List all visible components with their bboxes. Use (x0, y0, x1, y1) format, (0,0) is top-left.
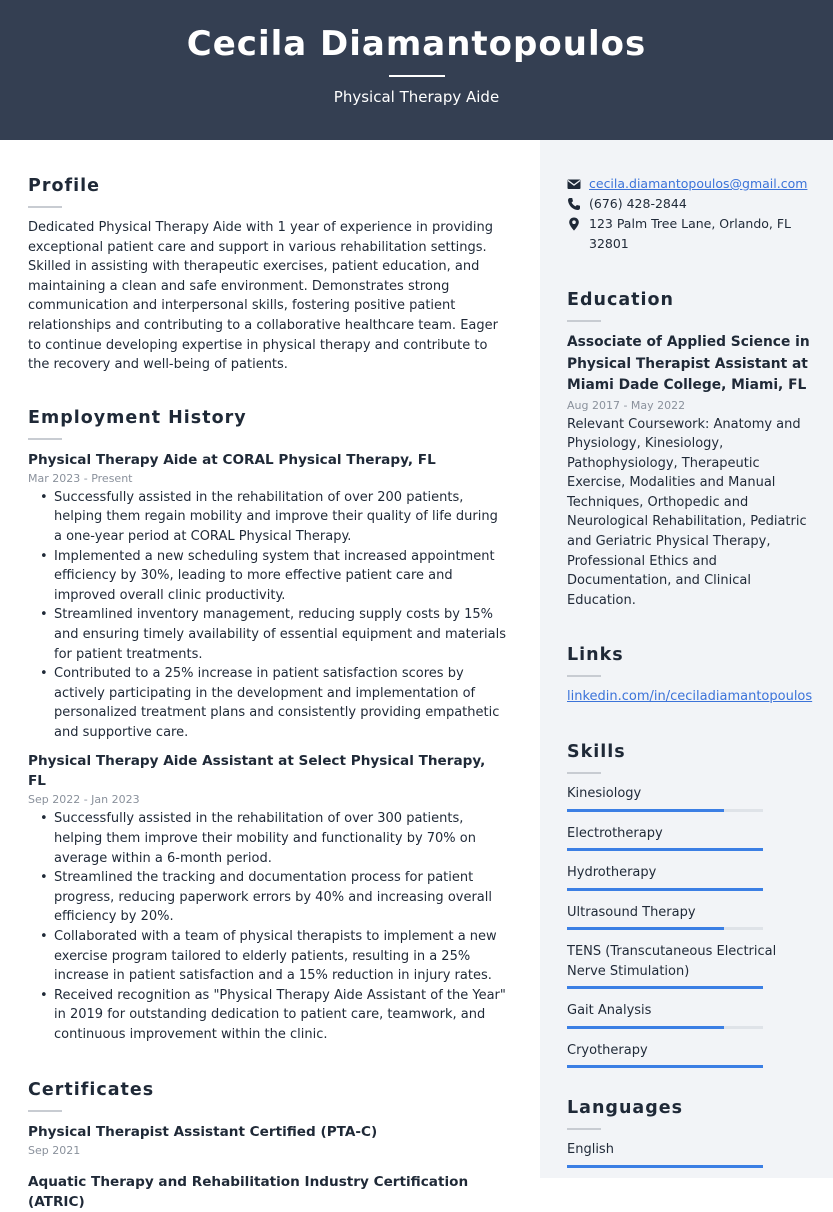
list-item: • Successfully assisted in the rehabilitation of over 300 patients, helping them improve their mobility and functionality by 70% on average within a 6-month period. (40, 809, 508, 868)
phone-number: (676) 428-2844 (589, 196, 687, 211)
degree-title: Associate of Applied Science in Physical Therapist Assistant at Miami Dade College, Miami, FL (567, 334, 810, 393)
candidate-role: Physical Therapy Aide (333, 88, 500, 106)
skill-item (567, 942, 817, 989)
linkedin-link[interactable]: linkedin.com/in/ceciladiamantopoulos (567, 689, 813, 705)
list-item: • Collaborated with a team of physical therapists to implement a new exercise program tailored to elderly patients, resulting in a 25% increase in patient satisfaction and a 15% reduction in injury rates. (40, 927, 508, 986)
section-divider (28, 1110, 62, 1112)
skill-bar-fill (567, 809, 724, 812)
section-divider (567, 1128, 601, 1130)
certificate-date: Sep 2021 (28, 1143, 81, 1157)
section-divider (28, 206, 62, 208)
certificates-heading: Certificates (28, 1079, 155, 1100)
job-bullets (40, 809, 508, 1044)
skill-bar-fill (567, 848, 763, 851)
skill-bar-track (567, 848, 763, 851)
profile-heading: Profile (28, 176, 100, 196)
header-divider (389, 75, 445, 77)
links-heading: Links (567, 645, 624, 666)
skill-bar-fill (567, 1026, 724, 1029)
job-entry (28, 450, 508, 743)
links-section (567, 645, 817, 707)
skill-bar-track (567, 1026, 763, 1029)
language-bar-track (567, 1165, 763, 1168)
section-divider (567, 675, 601, 677)
language-item (567, 1140, 817, 1168)
skill-item (567, 824, 817, 852)
skill-name: Kinesiology (567, 786, 642, 802)
job-date: Mar 2023 - Present (28, 471, 133, 485)
skill-item (567, 903, 817, 931)
skill-bar-track (567, 809, 763, 812)
education-heading: Education (567, 290, 674, 310)
skill-bar-track (567, 1065, 763, 1068)
skill-bar-track (567, 927, 763, 930)
list-item: • Contributed to a 25% increase in patient satisfaction scores by actively participating in the development and implementation of personalized treatment plans and consistently providing empathetic and supportive care. (40, 664, 508, 742)
profile-section (28, 176, 508, 375)
section-divider (567, 772, 601, 774)
list-item: • Streamlined the tracking and documentation process for patient progress, reducing paperwork errors by 40% and increasing overall efficiency by 20%. (40, 868, 508, 927)
certificate-entry (28, 1172, 508, 1212)
job-title: Physical Therapy Aide Assistant at Select Physical Therapy, FL (28, 753, 486, 790)
education-text: Relevant Coursework: Anatomy and Physiology, Kinesiology, Pathophysiology, Therapeutic Exercise, Modalities and Manual Techniques, Orthopedic and Neurological Rehabilitation, Pediatric and Geriatric Physical Therapy, Professional Ethics and Documentation, and Clinical Education. (567, 416, 807, 608)
profile-text: Dedicated Physical Therapy Aide with 1 year of experience in providing exceptional patient care and support in various rehabilitation settings. Skilled in assisting with therapeutic exercises, patient education, and maintaining a clean and safe environment. Demonstrates strong communication and interpersonal skills, fostering positive patient relationships and contributing to a collaborative healthcare team. Eager to continue developing expertise in physical therapy and contribute to the recovery and well-being of patients. (28, 220, 498, 373)
skill-item (567, 1001, 817, 1029)
skill-name: Electrotherapy (567, 825, 663, 841)
resume-header (0, 0, 833, 140)
skill-bar-track (567, 986, 763, 989)
skill-bar-fill (567, 927, 724, 930)
skill-bar-track (567, 888, 763, 891)
employment-heading: Employment History (28, 407, 247, 428)
skill-name: Gait Analysis (567, 1003, 652, 1019)
certificate-title: Physical Therapist Assistant Certified (PTA-C) (28, 1123, 378, 1140)
section-divider (567, 320, 601, 322)
contact-section (567, 174, 817, 254)
skill-item (567, 863, 817, 891)
education-section (567, 290, 817, 610)
skill-bar-fill (567, 986, 763, 989)
skill-name: TENS (Transcutaneous Electrical Nerve Stimulation) (567, 944, 777, 979)
skill-item (567, 784, 817, 812)
skill-bar-fill (567, 888, 763, 891)
candidate-name: Cecila Diamantopoulos (186, 24, 647, 64)
list-item: • Successfully assisted in the rehabilitation of over 200 patients, helping them regain mobility and improve their quality of life during a one-year period at CORAL Physical Therapy. (40, 488, 508, 547)
contact-address (567, 214, 817, 254)
skill-item (567, 1041, 817, 1069)
language-bar-fill (567, 1165, 763, 1168)
education-date: Aug 2017 - May 2022 (567, 398, 686, 412)
certificate-title: Aquatic Therapy and Rehabilitation Industry Certification (ATRIC) (28, 1173, 469, 1210)
job-date: Sep 2022 - Jan 2023 (28, 793, 140, 807)
list-item: • Received recognition as "Physical Therapy Aide Assistant of the Year" in 2019 for outstanding dedication to patient care, teamwork, and continuous improvement within the clinic. (40, 986, 508, 1045)
side-column (567, 140, 817, 1180)
contact-phone (567, 194, 817, 214)
job-entry (28, 751, 508, 1044)
contact-email (567, 174, 817, 194)
languages-section (567, 1098, 817, 1168)
skill-bar-fill (567, 1065, 763, 1068)
job-bullets (40, 488, 508, 743)
section-divider (28, 438, 62, 440)
skill-name: Hydrotherapy (567, 865, 657, 881)
skills-section (567, 742, 817, 1068)
email-link[interactable]: cecila.diamantopoulos@gmail.com (589, 176, 808, 191)
certificate-entry (28, 1122, 508, 1160)
skills-list (567, 784, 817, 1068)
employment-section (28, 408, 508, 1045)
address-text: 123 Palm Tree Lane, Orlando, FL 32801 (589, 216, 792, 251)
phone-icon (567, 197, 581, 211)
job-title: Physical Therapy Aide at CORAL Physical Therapy, FL (28, 451, 436, 468)
languages-heading: Languages (567, 1098, 684, 1119)
list-item: • Streamlined inventory management, reducing supply costs by 15% and ensuring timely availability of essential equipment and materials for patient treatments. (40, 605, 508, 664)
skill-name: Ultrasound Therapy (567, 904, 696, 920)
list-item: • Implemented a new scheduling system that increased appointment efficiency by 30%, leading to more effective patient care and improved overall clinic productivity. (40, 547, 508, 606)
skills-heading: Skills (567, 742, 626, 763)
skill-name: Cryotherapy (567, 1042, 648, 1058)
language-name: English (567, 1142, 614, 1158)
envelope-icon (567, 177, 581, 191)
map-pin-icon (567, 217, 581, 231)
certificates-section (28, 1080, 508, 1212)
main-column (28, 140, 508, 1212)
